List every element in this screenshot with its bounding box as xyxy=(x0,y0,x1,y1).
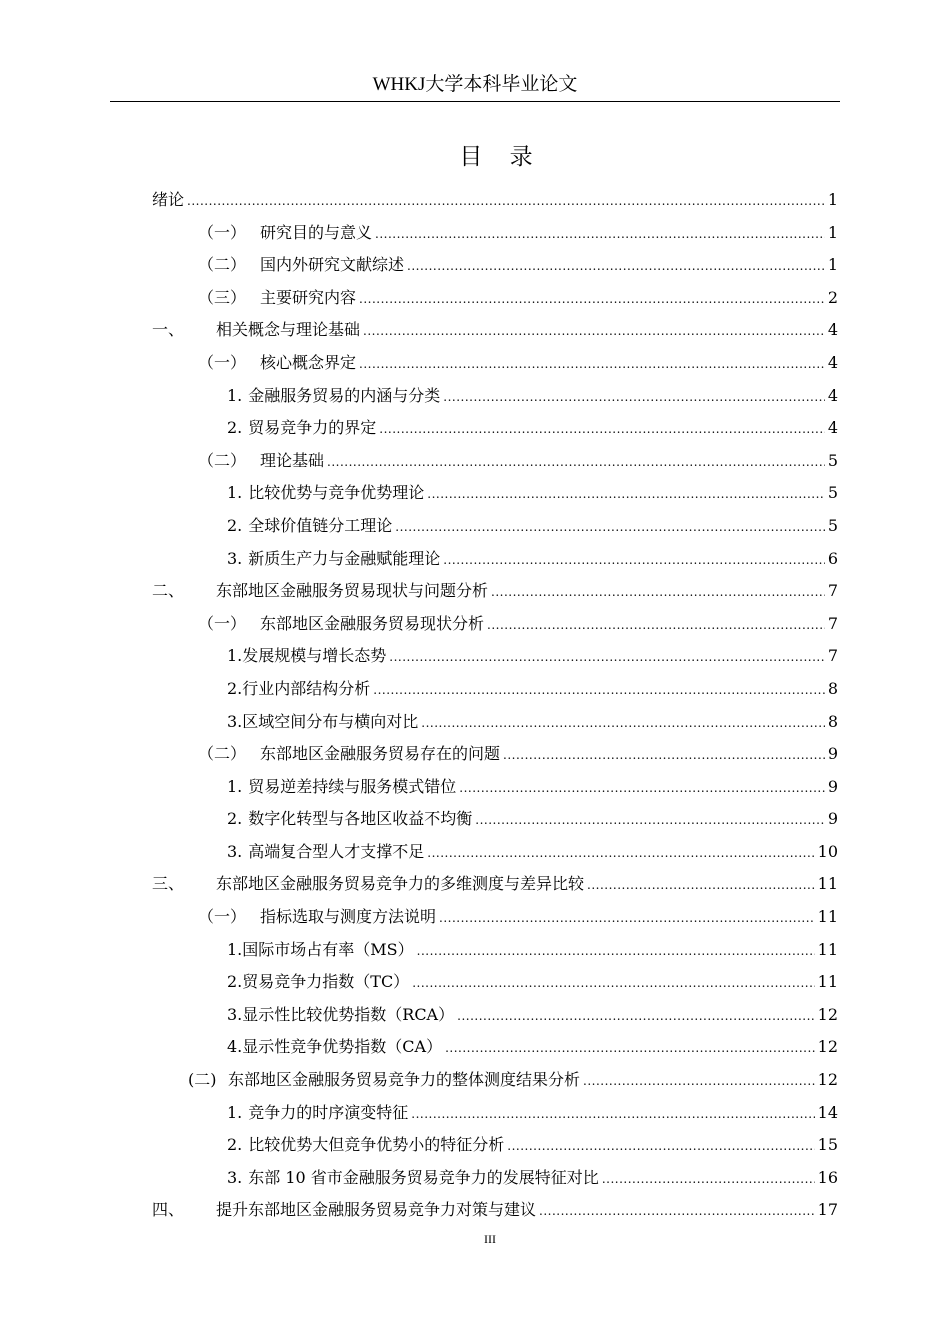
toc-entry-page: 1 xyxy=(827,255,838,275)
toc-dot-leader xyxy=(507,1130,814,1163)
toc-entry-title: 相关概念与理论基础 xyxy=(216,320,361,340)
toc-entry-number: 1. xyxy=(227,1102,243,1122)
toc-entry-number: 2. xyxy=(227,515,243,535)
toc-dot-leader xyxy=(445,1032,815,1065)
toc-entry[interactable] xyxy=(152,836,838,869)
toc-entry-number: 3. xyxy=(227,841,243,861)
toc-entry[interactable] xyxy=(152,412,838,445)
toc-entry-title: 3.显示性比较优势指数（RCA） xyxy=(227,1004,455,1024)
toc-entry-page: 17 xyxy=(817,1200,838,1220)
toc-entry-page: 4 xyxy=(827,320,838,340)
toc-entry[interactable] xyxy=(152,314,838,347)
toc-dot-leader xyxy=(491,576,825,609)
toc-entry-number: 四、 xyxy=(152,1200,185,1220)
toc-dot-leader xyxy=(363,315,825,348)
toc-entry[interactable] xyxy=(152,510,838,543)
toc-dot-leader xyxy=(407,250,825,283)
toc-dot-leader xyxy=(475,804,825,837)
toc-entry[interactable] xyxy=(152,184,838,217)
toc-entry[interactable] xyxy=(152,477,838,510)
table-of-contents xyxy=(152,184,838,1227)
toc-entry-page: 16 xyxy=(817,1167,838,1187)
toc-entry-page: 14 xyxy=(817,1102,838,1122)
toc-entry-number: 2. xyxy=(227,1135,243,1155)
toc-entry-title: 4.显示性竞争优势指数（CA） xyxy=(227,1037,443,1057)
toc-entry-number: （一） xyxy=(198,613,247,633)
toc-entry-page: 9 xyxy=(827,744,838,764)
toc-dot-leader xyxy=(443,381,825,414)
toc-entry-title: 全球价值链分工理论 xyxy=(248,515,393,535)
toc-entry-number: （二） xyxy=(198,744,247,764)
toc-entry-title: 研究目的与意义 xyxy=(260,222,373,242)
toc-dot-leader xyxy=(375,218,825,251)
toc-entry-title: 东部地区金融服务贸易现状与问题分析 xyxy=(216,581,489,601)
toc-entry-number: 三、 xyxy=(152,874,185,894)
toc-entry-page: 7 xyxy=(827,646,838,666)
toc-entry-number: (二) xyxy=(188,1070,217,1090)
toc-dot-leader xyxy=(373,674,825,707)
toc-dot-leader xyxy=(412,967,814,1000)
toc-entry-page: 5 xyxy=(827,515,838,535)
toc-dot-leader xyxy=(583,1065,815,1098)
toc-entry[interactable] xyxy=(152,640,838,673)
toc-entry-page: 11 xyxy=(817,907,838,927)
toc-entry-title: 提升东部地区金融服务贸易竞争力对策与建议 xyxy=(216,1200,537,1220)
toc-entry-title: 东部地区金融服务贸易竞争力的整体测度结果分析 xyxy=(228,1070,581,1090)
toc-dot-leader xyxy=(359,283,825,316)
toc-entry-number: （三） xyxy=(198,287,247,307)
toc-entry-title: 东部地区金融服务贸易竞争力的多维测度与差异比较 xyxy=(216,874,585,894)
toc-entry-number: 3. xyxy=(227,1167,243,1187)
toc-entry-page: 11 xyxy=(817,972,838,992)
toc-entry-title: 主要研究内容 xyxy=(260,287,357,307)
toc-dot-leader xyxy=(459,772,825,805)
toc-entry-title: 理论基础 xyxy=(260,450,325,470)
toc-entry[interactable] xyxy=(152,1129,838,1162)
toc-entry-title: 2.行业内部结构分析 xyxy=(227,678,371,698)
toc-dot-leader xyxy=(379,413,825,446)
toc-dot-leader xyxy=(443,544,825,577)
toc-entry-number: 1. xyxy=(227,385,243,405)
toc-entry-page: 5 xyxy=(827,483,838,503)
toc-entry[interactable] xyxy=(152,608,838,641)
toc-entry-title: 高端复合型人才支撑不足 xyxy=(248,841,425,861)
toc-entry-title: 核心概念界定 xyxy=(260,352,357,372)
toc-entry-page: 8 xyxy=(827,678,838,698)
toc-entry-number: 2. xyxy=(227,809,243,829)
toc-entry-title: 2.贸易竞争力指数（TC） xyxy=(227,972,410,992)
toc-entry-title: 东部 10 省市金融服务贸易竞争力的发展特征对比 xyxy=(248,1167,599,1187)
toc-entry-number: （二） xyxy=(198,255,247,275)
toc-entry[interactable] xyxy=(152,934,838,967)
toc-entry-title: 绪论 xyxy=(152,190,185,209)
toc-entry[interactable] xyxy=(152,1162,838,1195)
toc-entry[interactable] xyxy=(152,706,838,739)
toc-entry-number: （一） xyxy=(198,222,247,242)
toc-dot-leader xyxy=(457,1000,815,1033)
toc-entry[interactable] xyxy=(152,249,838,282)
toc-entry-title: 3.区域空间分布与横向对比 xyxy=(227,711,419,731)
toc-dot-leader xyxy=(187,185,825,218)
toc-entry-page: 11 xyxy=(817,874,838,894)
toc-entry[interactable] xyxy=(152,1097,838,1130)
toc-entry-page: 11 xyxy=(817,939,838,959)
toc-entry[interactable] xyxy=(152,999,838,1032)
toc-entry[interactable] xyxy=(152,738,838,771)
toc-entry-title: 金融服务贸易的内涵与分类 xyxy=(248,385,441,405)
toc-dot-leader xyxy=(602,1163,815,1196)
toc-entry-page: 15 xyxy=(817,1135,838,1155)
toc-entry-title: 竞争力的时序演变特征 xyxy=(248,1102,409,1122)
toc-entry[interactable] xyxy=(152,673,838,706)
toc-entry[interactable] xyxy=(152,901,838,934)
toc-dot-leader xyxy=(411,1098,814,1131)
toc-entry-page: 7 xyxy=(827,613,838,633)
toc-dot-leader xyxy=(427,837,814,870)
toc-entry-page: 10 xyxy=(817,841,838,861)
toc-entry-title: 1.发展规模与增长态势 xyxy=(227,646,387,666)
toc-entry[interactable] xyxy=(152,543,838,576)
toc-entry[interactable] xyxy=(152,445,838,478)
toc-dot-leader xyxy=(421,707,825,740)
toc-entry-page: 8 xyxy=(827,711,838,731)
toc-dot-leader xyxy=(587,869,815,902)
toc-entry-title: 贸易逆差持续与服务模式错位 xyxy=(248,776,457,796)
toc-entry[interactable] xyxy=(152,380,838,413)
toc-entry-number: 2. xyxy=(227,418,243,438)
toc-entry-page: 4 xyxy=(827,385,838,405)
toc-entry[interactable] xyxy=(152,282,838,315)
toc-entry[interactable] xyxy=(152,575,838,608)
toc-entry-page: 1 xyxy=(827,190,838,209)
header-divider xyxy=(110,101,840,102)
toc-entry-title: 东部地区金融服务贸易存在的问题 xyxy=(260,744,501,764)
toc-entry-number: （一） xyxy=(198,907,247,927)
toc-entry[interactable] xyxy=(152,868,838,901)
toc-entry-number: 二、 xyxy=(152,581,185,601)
toc-entry-page: 7 xyxy=(827,581,838,601)
toc-entry-page: 12 xyxy=(817,1037,838,1057)
toc-entry[interactable] xyxy=(152,966,838,999)
toc-title: 目 录 xyxy=(459,144,543,170)
toc-dot-leader xyxy=(503,739,825,772)
toc-entry[interactable] xyxy=(152,1064,838,1097)
toc-entry-page: 6 xyxy=(827,548,838,568)
toc-entry-title: 数字化转型与各地区收益不均衡 xyxy=(248,809,473,829)
toc-dot-leader xyxy=(327,446,825,479)
toc-entry-title: 国内外研究文献综述 xyxy=(260,255,405,275)
toc-dot-leader xyxy=(439,902,815,935)
toc-entry-page: 12 xyxy=(817,1070,838,1090)
toc-entry-title: 比较优势大但竞争优势小的特征分析 xyxy=(248,1135,505,1155)
toc-entry-title: 比较优势与竞争优势理论 xyxy=(248,483,425,503)
toc-dot-leader xyxy=(417,935,815,968)
toc-entry[interactable] xyxy=(152,771,838,804)
toc-entry-page: 4 xyxy=(827,352,838,372)
toc-entry-title: 东部地区金融服务贸易现状分析 xyxy=(260,613,485,633)
toc-entry[interactable] xyxy=(152,347,838,380)
toc-dot-leader xyxy=(487,609,825,642)
toc-entry-page: 4 xyxy=(827,418,838,438)
toc-entry-number: 3. xyxy=(227,548,243,568)
toc-dot-leader xyxy=(389,641,825,674)
toc-entry[interactable] xyxy=(152,217,838,250)
toc-dot-leader xyxy=(539,1195,815,1228)
toc-entry-number: 1. xyxy=(227,776,243,796)
toc-entry-number: （一） xyxy=(198,352,247,372)
toc-entry-title: 新质生产力与金融赋能理论 xyxy=(248,548,441,568)
page-header-title: WHKJ大学本科毕业论文 xyxy=(372,74,578,95)
toc-entry-page: 9 xyxy=(827,809,838,829)
toc-entry-page: 1 xyxy=(827,222,838,242)
toc-entry[interactable] xyxy=(152,803,838,836)
toc-entry-page: 12 xyxy=(817,1004,838,1024)
toc-entry-number: 一、 xyxy=(152,320,185,340)
toc-entry-page: 2 xyxy=(827,287,838,307)
toc-entry-page: 5 xyxy=(827,450,838,470)
toc-entry-title: 贸易竞争力的界定 xyxy=(248,418,377,438)
toc-dot-leader xyxy=(427,478,825,511)
toc-entry[interactable] xyxy=(152,1194,838,1227)
toc-entry-number: （二） xyxy=(198,450,247,470)
toc-dot-leader xyxy=(395,511,825,544)
toc-entry[interactable] xyxy=(152,1031,838,1064)
toc-entry-title: 1.国际市场占有率（MS） xyxy=(227,939,414,959)
toc-entry-page: 9 xyxy=(827,776,838,796)
toc-entry-title: 指标选取与测度方法说明 xyxy=(260,907,437,927)
toc-dot-leader xyxy=(359,348,825,381)
toc-entry-number: 1. xyxy=(227,483,243,503)
page-number: III xyxy=(484,1232,496,1246)
